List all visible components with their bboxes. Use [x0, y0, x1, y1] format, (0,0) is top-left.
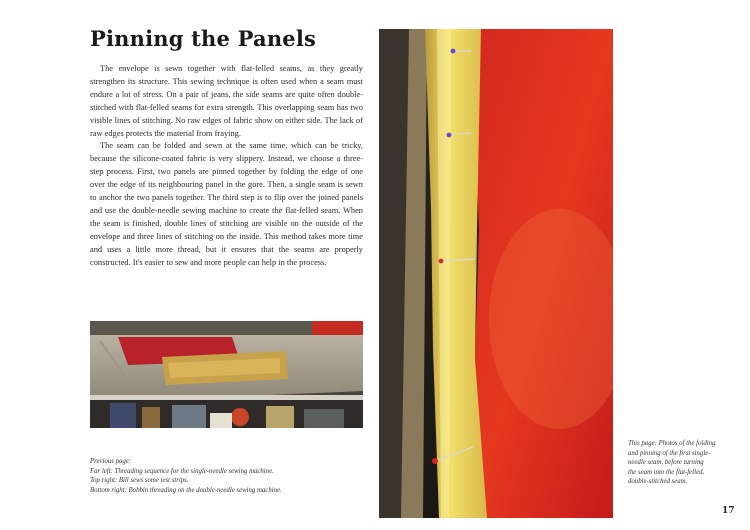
caption-line: Bottom right: Bobbin threading on the double-needle sewing machine. [90, 486, 282, 494]
caption-line: the seam into the flat-felled, [628, 468, 705, 476]
page-number: 17 [722, 506, 735, 516]
page-title: Pinning the Panels [90, 26, 317, 51]
caption-line: Far left: Threading sequence for the single-needle sewing machine. [90, 467, 274, 475]
body-paragraph: The seam can be folded and sewn at the same time, which can be tricky, because the silicone-coated fabric is very slippery. Instead, we choose a three-step process. First, two panels are pinned together by folding the edge of one over the edge of its neighbouring panel in the gore. Then, a single seam is sewn to anchor the two panels together. The third step is to flip over the joined panels and use the double-needle sewing machine to create the flat-felled seam. When the seam is finished, double lines of stitching are visible on the outside of the envelope and three lines of stitching on the inside. This method takes more time and uses a little more thread, but it ensures that the seams are properly constructed. It's easier to sew and more people can help in the process. [90, 141, 363, 267]
caption-this-page [628, 439, 740, 487]
caption-line: Top right: Bill sews some test strips. [90, 477, 189, 485]
body-text [90, 63, 363, 270]
pinned-seam-photo [379, 29, 613, 518]
caption-line: double-stitched seam. [628, 478, 688, 486]
pinned-seam-illustration [379, 29, 613, 518]
caption-line: This page: Photos of the folding [628, 440, 716, 447]
caption-line: and pinning of the first single- [628, 449, 711, 457]
body-paragraph: The envelope is sewn together with flat-felled seams, as they greatly strengthen its structure. This sewing technique is often used when a seam must endure a lot of stress. On a pair of jeans, the side seams are quite often double-stitched with flat-felled seams for extra strength. This overlapping seam has two visible lines of stitching. No raw edges of fabric show on either side. The lack of raw edges protects the material from fraying. [90, 64, 363, 138]
caption-line: Previous page: [90, 458, 132, 465]
sewing-table-photo [90, 321, 363, 428]
caption-previous-page [90, 457, 370, 495]
sewing-table-illustration [90, 321, 363, 428]
caption-line: needle seam, before turning [628, 459, 704, 467]
